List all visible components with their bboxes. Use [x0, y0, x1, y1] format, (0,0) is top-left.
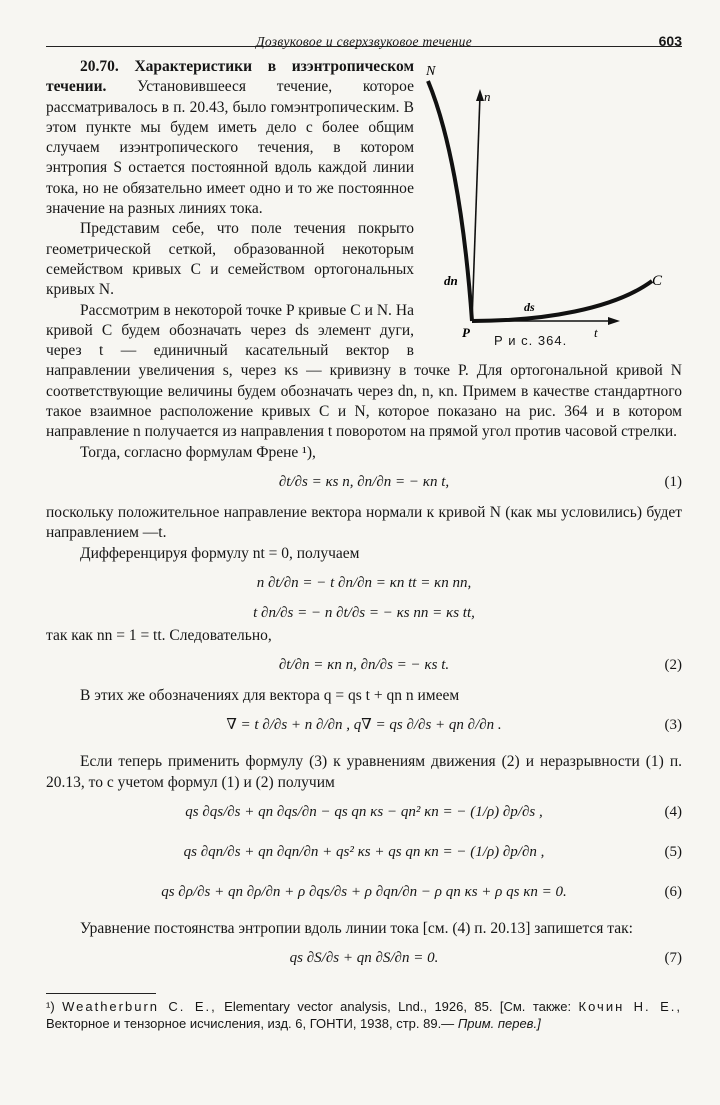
equation-unnumbered-1-body: n ∂t/∂n = − t ∂n/∂n = κn tt = κn nn, — [256, 574, 472, 591]
label-t: t — [594, 325, 598, 340]
equation-6-body: qs ∂ρ/∂s + qn ∂ρ/∂n + ρ ∂qs/∂s + ρ ∂qn/∂n − ρ qn κs + ρ qs κn = 0. — [161, 884, 567, 901]
footnote-author-1: Weatherburn C. E., — [62, 999, 217, 1015]
equation-5-body: qs ∂qn/∂s + qn ∂qn/∂n + qs² κs + qs qn κn = − (1/ρ) ∂p/∂n , — [183, 844, 545, 861]
footnote-author-2: Кочин Н. Е., — [578, 999, 682, 1015]
equation-2-body: ∂t/∂n = κn n, ∂n/∂s = − κs t. — [278, 657, 450, 674]
label-P: P — [462, 325, 470, 340]
label-C: C — [652, 273, 663, 289]
page — [46, 24, 682, 1032]
equation-5 — [46, 833, 682, 873]
paragraph-3: Рассмотрим в некоторой точке P кривые C и N. На кривой C будем обозначать через ds элемент дуги, через t — единичный касательный вектор в направлении увеличения s, через κs — кривизну в точке P. Для ортогональной кривой N соответствующие величины будем обозначать через dn, n, κn. Примем в качестве стандартного такое взаимное расположение кривых C и N, которое показано на рис. 364 и в котором направление n получается из направления t поворотом на прямой угол против часовой стрелки. — [46, 301, 682, 441]
equation-5-label: (5) — [664, 844, 682, 861]
equation-4-body: qs ∂qs/∂s + qn ∂qs/∂n − qs qn κs − qn² κn = − (1/ρ) ∂p/∂s , — [185, 804, 543, 821]
equation-2-label: (2) — [664, 657, 682, 674]
equation-7 — [46, 939, 682, 979]
equation-7-body: qs ∂S/∂s + qn ∂S/∂n = 0. — [289, 950, 439, 967]
running-title: Дозвуковое и сверхзвуковое течение — [256, 34, 472, 49]
equation-1 — [46, 463, 682, 503]
paragraph-2: Представим себе, что поле течения покрыто геометрической сеткой, образованной некоторым семейством кривых C и семейством ортогональных кривых N. — [46, 220, 414, 299]
equation-unnumbered-2-body: t ∂n/∂s = − n ∂t/∂s = − κs nn = κs tt, — [253, 604, 475, 621]
equation-6-label: (6) — [664, 884, 682, 901]
paragraph-4: Тогда, согласно формулам Френе ¹), — [80, 443, 316, 461]
page-number: 603 — [658, 33, 682, 49]
equation-unnumbered-1 — [46, 564, 682, 594]
figure-364-diagram — [424, 59, 682, 340]
equation-1-label: (1) — [664, 473, 682, 490]
equation-3-label: (3) — [664, 717, 682, 734]
paragraph-10: Уравнение постоянства энтропии вдоль линии тока [см. (4) п. 20.13] запишется так: — [80, 920, 633, 938]
n-arrow — [476, 89, 484, 101]
equation-4 — [46, 793, 682, 833]
equation-3 — [46, 706, 682, 746]
figure-caption: Р и с. 364. — [494, 333, 568, 348]
equation-4-label: (4) — [664, 804, 682, 821]
paragraph-5: поскольку положительное направление вектора нормали к кривой N (как мы условились) будет направлением —t. — [46, 503, 682, 542]
section-intro: Установившееся течение, которое рассматривалось в п. 20.43, было гомэнтропическим. В этом пункте мы будем иметь дело с более общим случаем изэнтропического течения, в котором энтропия S остается постоянной вдоль каждой линии тока, но не обязательно имеет одно и то же постоянное значение на разных линиях тока. — [46, 78, 415, 218]
label-ds: ds — [524, 300, 535, 314]
section-number: 20.70. — [80, 58, 119, 75]
paragraph-8: В этих же обозначениях для вектора q = qs t + qn n имеем — [80, 687, 460, 705]
equation-1-body: ∂t/∂s = κs n, ∂n/∂n = − κn t, — [278, 473, 450, 490]
n-axis — [472, 95, 480, 321]
equation-7-label: (7) — [664, 950, 682, 967]
equation-unnumbered-2 — [46, 594, 682, 626]
paragraph-6: Дифференцируя формулу nt = 0, получаем — [80, 544, 360, 562]
label-n: n — [484, 89, 491, 104]
footnote-mark: ¹) — [46, 999, 55, 1015]
running-header — [46, 24, 682, 47]
equation-6 — [46, 873, 682, 913]
footnote — [46, 998, 682, 1032]
label-N: N — [426, 64, 436, 79]
footnote-text-1: Elementary vector analysis, Lnd., 1926, 85. [См. также: — [224, 999, 572, 1015]
paragraph-7: так как nn = 1 = tt. Следовательно, — [46, 626, 272, 644]
figure-364 — [424, 59, 682, 354]
footnote-note: Прим. перев.] — [457, 1016, 541, 1032]
footnote-divider — [46, 993, 156, 994]
paragraph-9: Если теперь применить формулу (3) к уравнениям движения (2) и неразрывности (1) п. 20.13, то с учетом формул (1) и (2) получим — [46, 753, 682, 791]
t-arrow — [608, 317, 620, 325]
equation-2 — [46, 646, 682, 686]
footnote-text-2: Векторное и тензорное исчисления, изд. 6, ГОНТИ, 1938, стр. 89.— — [46, 1016, 455, 1032]
label-dn: dn — [444, 273, 458, 288]
curve-C — [472, 281, 652, 321]
equation-3-body: ∇ = t ∂/∂s + n ∂/∂n , q∇ = qs ∂/∂s + qn ∂/∂n . — [226, 717, 502, 734]
section-title: Характеристики в изэнтропическом течении. — [46, 58, 414, 96]
